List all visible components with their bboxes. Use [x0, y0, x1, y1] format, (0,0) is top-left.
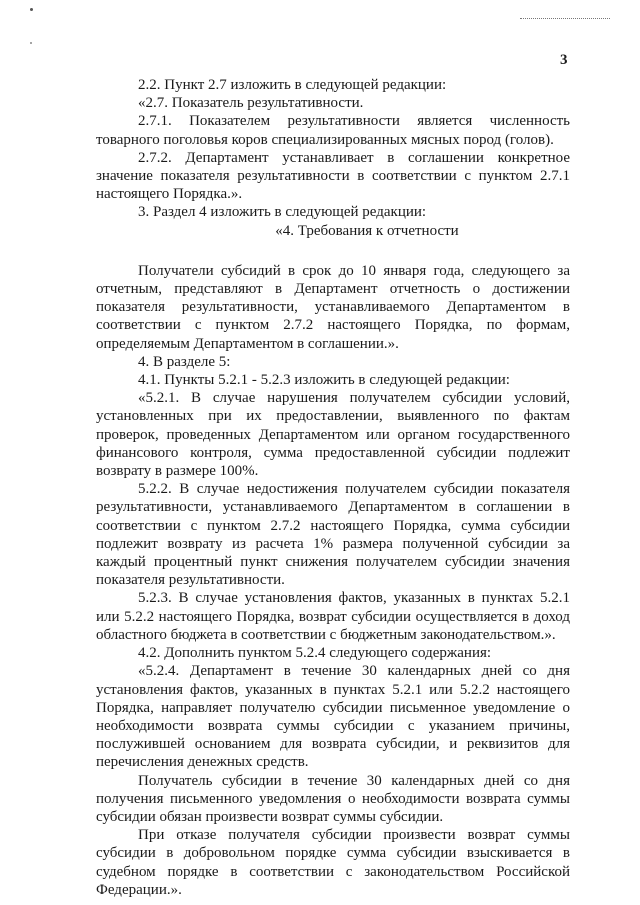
paragraph: Получатели субсидий в срок до 10 января года, следующего за отчетным, представляют в Департамент отчетность о достижении показателя результативности, устанавливаемого Департаментом в соответствии с пунктом 2.7.2 настоящего Порядка, по формам, определяемым Департаментом в соглашении.».	[96, 262, 570, 352]
paragraph: «2.7. Показатель результативности.	[138, 95, 364, 112]
paragraph: 4. В разделе 5:	[138, 353, 231, 370]
paragraph: 5.2.2. В случае недостижения получателем субсидии показателя результативности, устанавливаемого Департаментом в соглашении в соответствии с пунктом 2.7.2 настоящего Порядка, сумма субсидии подлежит возврату из расчета 1% размера полученной субсидии за каждый процентный пункт снижения получателем субсидии значения показателя результативности.	[96, 481, 570, 589]
spacer	[96, 240, 570, 262]
paragraph: «5.2.4. Департамент в течение 30 календарных дней со дня установления фактов, указанных в пунктах 5.2.1 или 5.2.2 настоящего Порядка, направляет получателю субсидии письменное уведомление о необходимости возврата суммы субсидии с указанием причины, послужившей основанием для возврата субсидии, и реквизитов для перечисления денежных средств.	[96, 663, 570, 771]
document-body	[96, 76, 570, 899]
paragraph: 3. Раздел 4 изложить в следующей редакции:	[138, 204, 427, 221]
paragraph: При отказе получателя субсидии произвести возврат суммы субсидии в добровольном порядке сумма субсидии взыскивается в судебном порядке в соответствии с законодательством Российской Федерации.».	[96, 827, 570, 898]
paragraph: 2.7.2. Департамент устанавливает в соглашении конкретное значение показателя результативности в соответствии с пунктом 2.7.1 настоящего Порядка.».	[96, 149, 570, 203]
page-number: 3	[560, 52, 568, 68]
paragraph: «5.2.1. В случае нарушения получателем субсидии условий, установленных при их предоставлении, выявленного по фактам проверок, проведенных Департаментом или органом государственного финансового контроля, сумма предоставленной субсидии подлежит возврату в размере 100%.	[96, 390, 570, 480]
section-heading: «4. Требования к отчетности	[275, 222, 459, 239]
paragraph: 4.1. Пункты 5.2.1 - 5.2.3 изложить в следующей редакции:	[138, 372, 510, 389]
paragraph: 5.2.3. В случае установления фактов, указанных в пунктах 5.2.1 или 5.2.2 настоящего Порядка, возврат субсидии осуществляется в доход областного бюджета в соответствии с бюджетным законодательством.».	[96, 590, 570, 643]
paragraph: 2.7.1. Показателем результативности является численность товарного поголовья коров специализированных мясных пород (голов).	[96, 113, 570, 148]
paragraph: 4.2. Дополнить пунктом 5.2.4 следующего содержания:	[138, 645, 492, 662]
scan-mark	[520, 0, 610, 19]
paragraph: 2.2. Пункт 2.7 изложить в следующей редакции:	[138, 77, 447, 93]
scan-dot	[30, 8, 33, 11]
scan-dot	[30, 42, 32, 44]
paragraph: Получатель субсидии в течение 30 календарных дней со дня получения письменного уведомления о необходимости возврата суммы субсидии обязан произвести возврат суммы субсидии.	[96, 772, 570, 825]
